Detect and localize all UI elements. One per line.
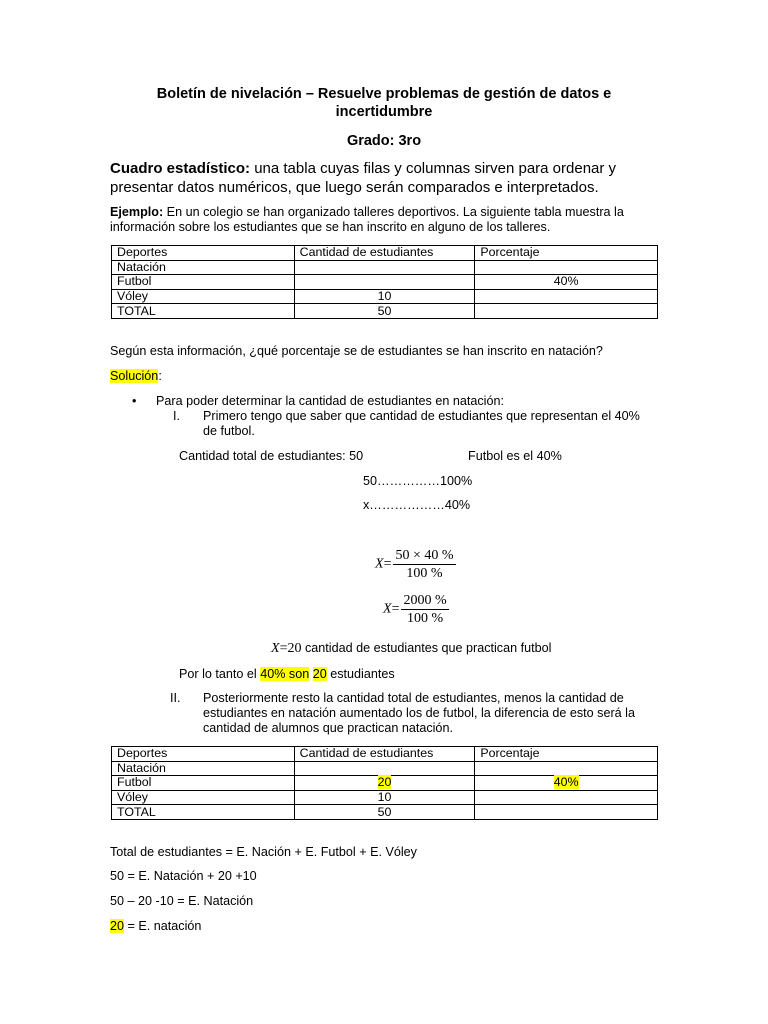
table-cell bbox=[475, 776, 658, 791]
table-cell bbox=[475, 790, 658, 805]
bullet-text: Para poder determinar la cantidad de estudiantes en natación: bbox=[156, 394, 504, 408]
table-cell bbox=[475, 761, 658, 776]
table-row bbox=[112, 761, 658, 776]
grade-heading: Grado: 3ro bbox=[346, 133, 422, 149]
sports-table-1 bbox=[111, 245, 658, 319]
step-2-numeral: II. bbox=[170, 691, 181, 705]
formula-3-text: cantidad de estudiantes que practican futbol bbox=[301, 641, 552, 655]
table-cell: 50 bbox=[294, 304, 475, 319]
table-row bbox=[112, 776, 658, 791]
equation-4-rest: = E. natación bbox=[124, 919, 202, 933]
header-cell: Deportes bbox=[112, 747, 295, 762]
header-cell: Deportes bbox=[112, 246, 295, 261]
table-cell bbox=[475, 289, 658, 304]
table-header-row bbox=[112, 246, 658, 261]
step-2-line-2: estudiantes en natación aumentado los de futbol, la diferencia de esto será la bbox=[203, 706, 635, 720]
solution-label: Solución bbox=[110, 369, 159, 383]
conclusion-suffix: estudiantes bbox=[326, 667, 395, 681]
example-text-1: En un colegio se han organizado talleres deportivos. La siguiente tabla muestra la bbox=[163, 205, 624, 219]
formula-3-value: 20 bbox=[287, 641, 302, 656]
table-cell: Futbol bbox=[112, 275, 295, 290]
example-paragraph bbox=[110, 205, 670, 235]
proportion-line-1: 50……………100% bbox=[363, 474, 473, 488]
example-label: Ejemplo: bbox=[110, 205, 164, 219]
table-cell: Natación bbox=[112, 761, 295, 776]
table-cell: TOTAL bbox=[112, 304, 295, 319]
equation-4-highlight: 20 bbox=[110, 919, 125, 933]
formula-1-denominator: 100 % bbox=[406, 566, 443, 581]
highlighted-value: 40% bbox=[553, 775, 579, 790]
definition-term: Cuadro estadístico: bbox=[110, 160, 251, 177]
equation-2: 50 = E. Natación + 20 +10 bbox=[110, 869, 257, 883]
step-2-line-1: Posteriormente resto la cantidad total de estudiantes, menos la cantidad de bbox=[203, 691, 624, 705]
table-cell bbox=[294, 260, 475, 275]
table-cell bbox=[294, 776, 475, 791]
table-cell: 50 bbox=[294, 805, 475, 820]
conclusion-prefix: Por lo tanto el bbox=[179, 667, 261, 681]
equation-3: 50 – 20 -10 = E. Natación bbox=[110, 894, 254, 908]
table-cell: 10 bbox=[294, 790, 475, 805]
title-line-1: Boletín de nivelación – Resuelve problemas de gestión de datos e bbox=[156, 86, 612, 102]
formula-1-numerator: 50 × 40 % bbox=[395, 548, 454, 563]
table-row bbox=[112, 790, 658, 805]
definition-text-1: una tabla cuyas filas y columnas sirven para ordenar y bbox=[250, 160, 617, 177]
step-2-line-3: cantidad de alumnos que practican natación. bbox=[203, 721, 453, 735]
bullet-marker: • bbox=[132, 394, 137, 408]
solution-heading bbox=[110, 369, 162, 384]
example-text-2: información sobre los estudiantes que se han inscrito en alguno de los talleres. bbox=[110, 220, 551, 234]
conclusion-highlight-1: 40% son bbox=[260, 667, 310, 681]
definition-paragraph bbox=[110, 159, 670, 197]
futbol-percentage-label: Futbol es el 40% bbox=[468, 449, 562, 463]
table-cell bbox=[475, 304, 658, 319]
title-line-2: incertidumbre bbox=[335, 104, 433, 120]
equation-4 bbox=[110, 919, 201, 934]
table-cell: 40% bbox=[475, 275, 658, 290]
formula-3: X=20 cantidad de estudiantes que practican futbol bbox=[271, 641, 552, 656]
table-cell: Natación bbox=[112, 260, 295, 275]
table-row bbox=[112, 805, 658, 820]
definition-text-2: presentar datos numéricos, que luego serán comparados e interpretados. bbox=[110, 179, 599, 196]
step-1-line-1: Primero tengo que saber que cantidad de estudiantes que representan el 40% bbox=[203, 409, 640, 423]
sports-table-2 bbox=[111, 746, 658, 820]
proportion-line-2: x………………40% bbox=[363, 498, 471, 512]
conclusion-text bbox=[179, 667, 395, 682]
table-row bbox=[112, 260, 658, 275]
table-cell bbox=[294, 275, 475, 290]
table-row bbox=[112, 304, 658, 319]
table-cell bbox=[294, 761, 475, 776]
table-row bbox=[112, 275, 658, 290]
table-cell bbox=[475, 260, 658, 275]
question-text: Según esta información, ¿qué porcentaje se de estudiantes se han inscrito en natación? bbox=[110, 344, 603, 358]
formula-2-denominator: 100 % bbox=[406, 611, 444, 626]
table-cell: Futbol bbox=[112, 776, 295, 791]
conclusion-highlight-2: 20 bbox=[312, 667, 327, 681]
formula-2-numerator: 2000 % bbox=[403, 593, 447, 608]
document-title bbox=[0, 85, 768, 121]
table-cell: 10 bbox=[294, 289, 475, 304]
table-header-row bbox=[112, 747, 658, 762]
table-cell: Vóley bbox=[112, 790, 295, 805]
equation-1: Total de estudiantes = E. Nación + E. Futbol + E. Vóley bbox=[110, 845, 417, 859]
formula-1-variable: X bbox=[375, 556, 384, 572]
highlighted-value: 20 bbox=[377, 775, 392, 790]
step-1-line-2: de futbol. bbox=[203, 424, 255, 438]
table-row bbox=[112, 289, 658, 304]
formula-1: X= $\frac{50 \times 40 \%}{100 \%}$ bbox=[375, 548, 454, 581]
step-2-text bbox=[203, 691, 659, 736]
header-cell: Cantidad de estudiantes bbox=[294, 747, 475, 762]
formula-3-variable: X bbox=[271, 641, 280, 656]
header-cell: Cantidad de estudiantes bbox=[294, 246, 475, 261]
solution-colon: : bbox=[158, 369, 162, 383]
header-cell: Porcentaje bbox=[475, 747, 658, 762]
table-cell: Vóley bbox=[112, 289, 295, 304]
formula-2: X= $\frac{2000 \%}{100 \%}$ bbox=[383, 593, 447, 626]
formula-2-variable: X bbox=[383, 601, 392, 617]
step-1-numeral: I. bbox=[173, 409, 180, 423]
table-cell: TOTAL bbox=[112, 805, 295, 820]
total-students-label: Cantidad total de estudiantes: 50 bbox=[179, 449, 364, 463]
table-cell bbox=[475, 805, 658, 820]
step-1-text bbox=[203, 409, 659, 439]
header-cell: Porcentaje bbox=[475, 246, 658, 261]
